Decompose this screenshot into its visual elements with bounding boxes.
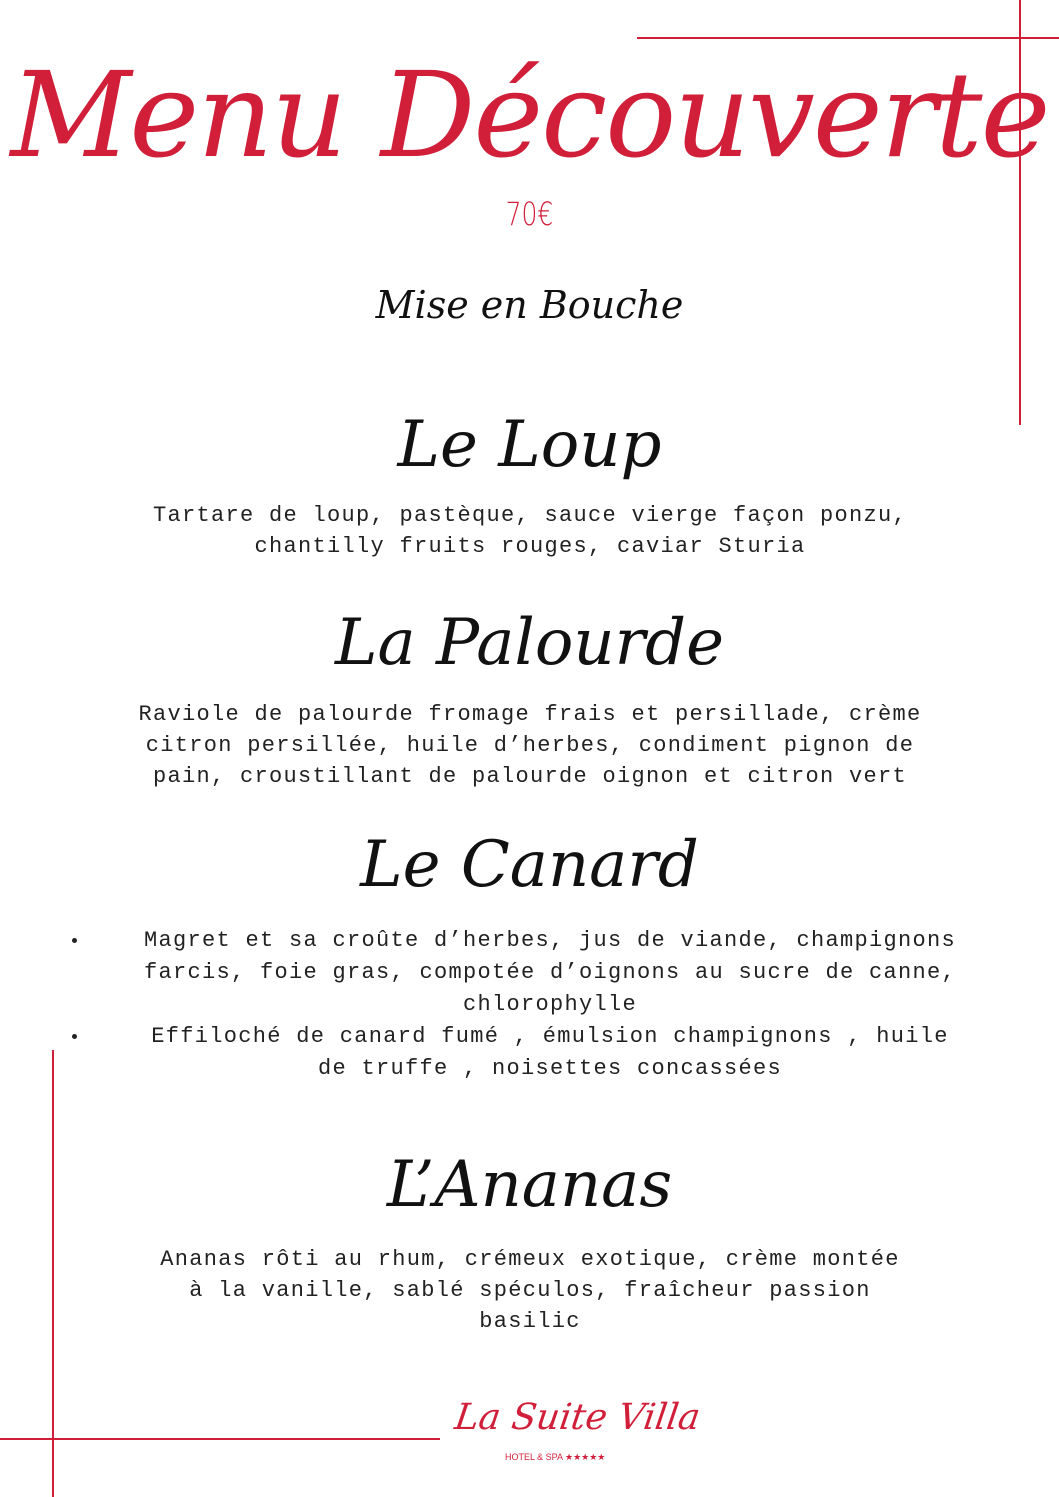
description-line: basilic xyxy=(479,1309,581,1334)
description-line: Magret et sa croûte d’herbes, jus de viande, champignons xyxy=(143,928,957,953)
logo-wordmark: La Suite Villa xyxy=(452,1397,703,1438)
course-description-palourde xyxy=(60,699,1000,792)
course-options-canard xyxy=(70,925,1010,1085)
description-line: pain, croustillant de palourde oignon et citron vert xyxy=(152,764,908,789)
frame-line-bottom-horizontal xyxy=(0,1438,440,1440)
amuse-bouche-heading: Mise en Bouche xyxy=(375,283,684,327)
list-item xyxy=(70,925,1010,1021)
course-title-palourde: La Palourde xyxy=(335,606,724,680)
description-line: Tartare de loup, pastèque, sauce vierge façon ponzu, xyxy=(152,503,908,528)
bullet-icon xyxy=(72,938,77,943)
description-line: de truffe , noisettes concassées xyxy=(317,1056,783,1081)
course-title-loup: Le Loup xyxy=(397,408,662,482)
menu-price: 70€ xyxy=(505,195,554,233)
description-line: citron persillée, huile d’herbes, condiment pignon de xyxy=(145,733,915,758)
hotel-logo xyxy=(452,1388,703,1468)
description-line: Ananas rôti au rhum, crémeux exotique, crème montée xyxy=(160,1247,900,1272)
course-title-ananas: L’Ananas xyxy=(386,1148,673,1222)
description-line: Effiloché de canard fumé , émulsion champignons , huile xyxy=(151,1024,949,1049)
bullet-icon xyxy=(72,1034,77,1039)
course-description-loup xyxy=(60,500,1000,562)
description-line: chantilly fruits rouges, caviar Sturia xyxy=(254,534,806,559)
description-line: à la vanille, sablé spéculos, fraîcheur passion xyxy=(189,1278,871,1303)
course-title-canard: Le Canard xyxy=(360,828,699,902)
course-description-ananas xyxy=(60,1244,1000,1337)
description-line: farcis, foie gras, compotée d’oignons au sucre de canne, xyxy=(143,960,957,985)
logo-subtitle: HOTEL & SPA ★★★★★ xyxy=(505,1452,606,1462)
description-line: chlorophylle xyxy=(462,992,638,1017)
list-item xyxy=(70,1021,1010,1085)
menu-title: Menu Découverte xyxy=(10,46,1049,184)
frame-line-bottom-vertical xyxy=(52,1050,54,1497)
description-line: Raviole de palourde fromage frais et persillade, crème xyxy=(138,702,922,727)
